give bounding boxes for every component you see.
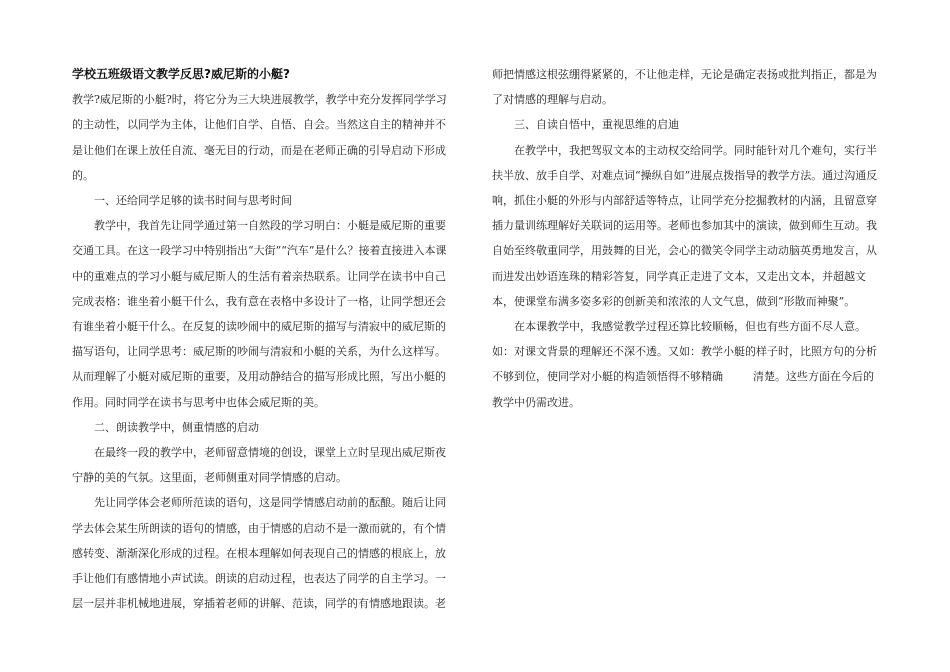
section-heading-3: 三、自读自悟中，重视思维的启迪 bbox=[514, 118, 679, 132]
document-title: 学校五班级语文教学反思?威尼斯的小艇? bbox=[72, 67, 290, 81]
intro-paragraph: 教学?威尼斯的小艇?时，将它分为三大块进展教学，教学中充分发挥同学学习的主动性，以同学为主体，让他们自学、自悟、自会。当然这自主的精神并不是让他们在课上放任自流、毫无目的行动，而是在老师正确的引导启动下形成的。 bbox=[72, 93, 447, 182]
reflection-text-end: 清楚。这些方面在今后的教学中仍需改进。 bbox=[492, 370, 874, 409]
section-heading-1: 一、还给同学足够的读书时间与思考时间 bbox=[94, 194, 292, 208]
continued-paragraph: 师把情感这根弦绷得紧紧的，不让他走样，无论是确定表扬或批判指正，都是为了对情感的理解与启动。 bbox=[492, 68, 877, 107]
right-column bbox=[492, 62, 880, 415]
body-paragraph: 先让同学体会老师所范读的语句，这是同学情感启动前的酝酿。随后让同学去体会某生所朗读的语句的情感，由于情感的启动不是一激而就的，有个情感转变、渐渐深化形成的过程。在根本理解如何表现自己的情感的根底上，放手让他们有感情地小声试读。朗读的启动过程，也表达了同学的自主学习。一层一层并非机械地进展，穿插着老师的讲解、范读，同学的有情感地跟读。老 bbox=[72, 496, 446, 611]
reflection-text: 在本课教学中，我感觉教学过程还算比较顺畅，但也有些方面不尽人意。如：对课文背景的理解还不深不透。又如：教学小艇的样子时，比照方句的分析不够到位，使同学对小艇的构造领悟得不够精确 bbox=[492, 320, 877, 384]
body-paragraph: 在最终一段的教学中，老师留意情境的创设，课堂上立时呈现出威尼斯夜宁静的美的气氛。这里面，老师侧重对同学情感的启动。 bbox=[72, 446, 446, 485]
body-paragraph: 教学中，我首先让同学通过第一自然段的学习明白：小艇是威尼斯的重要交通工具。在这一段学习中特别指出“大街”“汽车”是什么？接着直接进入本课中的重难点的学习小艇与威尼斯人的生活有着亲热联系。让同学在读书中自己完成表格：谁坐着小艇干什么，我有意在表格中多设计了一格，让同学想还会有谁坐着小艇干什么。在反复的读吵闹中的威尼斯的描写与清寂中的威尼斯的描写语句，让同学思考：威尼斯的吵闹与清寂和小艇的关系，为什么这样写。从而理解了小艇对威尼斯的重要，及用动静结合的描写形成比照，写出小艇的作用。同时同学在读书与思考中也体会威尼斯的美。 bbox=[72, 219, 447, 409]
left-column bbox=[72, 62, 456, 616]
reflection-paragraph bbox=[492, 314, 880, 415]
body-paragraph: 在教学中，我把驾驭文本的主动权交给同学。同时能针对几个难句，实行半扶半放、放手自学、对难点词“操纵自如”进展点拨指导的教学方法。通过沟通反响，抓住小艇的外形与内部舒适等特点，让同学充分挖掘教材的内涵，且留意穿插力量训练理解好关联词的运用等。老师也参加其中的演读，做到师生互动。我自始至终敬重同学，用鼓舞的目光，会心的微笑令同学主动动脑英勇地发言，从而进发出妙语连珠的精彩答复，同学真正走进了文本，又走出文本，并超越文本，使课堂布满多姿多彩的创新美和浓浓的人文气息，做到“形散而神聚”。 bbox=[492, 143, 878, 308]
section-heading-2: 二、朗读教学中，侧重情感的启动 bbox=[94, 420, 259, 434]
